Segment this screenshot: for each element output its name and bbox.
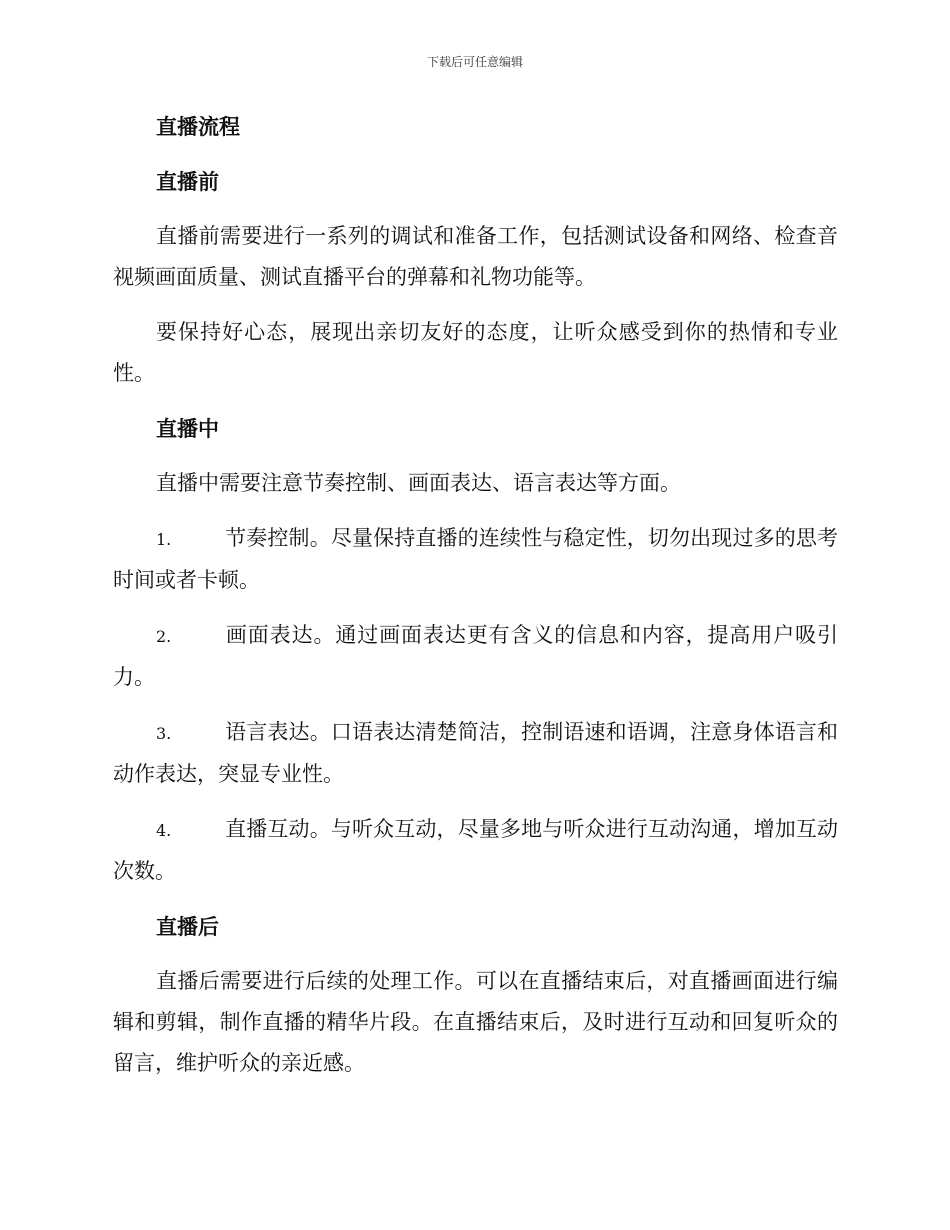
- paragraph-during-intro: 直播中需要注意节奏控制、画面表达、语言表达等方面。: [156, 471, 681, 495]
- section-heading-before: 直播前: [156, 169, 219, 194]
- list-item: [113, 809, 838, 892]
- list-item-number: 3.: [156, 724, 172, 743]
- paragraph-after-1: 直播后需要进行后续的处理工作。可以在直播结束后，对直播画面进行编辑和剪辑，制作直播的精华片段。在直播结束后，及时进行互动和回复听众的留言，维护听众的亲近感。: [113, 969, 838, 1075]
- list-item-text: 语言表达。口语表达清楚简洁，控制语速和语调，注意身体语言和动作表达，突显专业性。: [113, 720, 838, 786]
- list-item-text: 画面表达。通过画面表达更有含义的信息和内容，提高用户吸引力。: [113, 623, 838, 689]
- document-body: [113, 106, 838, 1098]
- list-item: [113, 615, 838, 698]
- list-item-text: 直播互动。与听众互动，尽量多地与听众进行互动沟通，增加互动次数。: [113, 817, 838, 883]
- list-item: [113, 712, 838, 795]
- section-heading-after: 直播后: [156, 914, 219, 939]
- document-title: 直播流程: [156, 114, 240, 139]
- list-item-text: 节奏控制。尽量保持直播的连续性与稳定性，切勿出现过多的思考时间或者卡顿。: [113, 526, 838, 592]
- list-item-number: 4.: [156, 821, 172, 840]
- paragraph-before-2: 要保持好心态，展现出亲切友好的态度，让听众感受到你的热情和专业性。: [113, 320, 838, 385]
- list-item-number: 2.: [156, 627, 172, 646]
- list-item: [113, 518, 838, 601]
- list-item-number: 1.: [156, 530, 172, 549]
- section-heading-during: 直播中: [156, 416, 219, 441]
- page-header: 下载后可任意编辑: [426, 55, 523, 69]
- paragraph-before-1: 直播前需要进行一系列的调试和准备工作，包括测试设备和网络、检查音视频画面质量、测试直播平台的弹幕和礼物功能等。: [113, 224, 838, 289]
